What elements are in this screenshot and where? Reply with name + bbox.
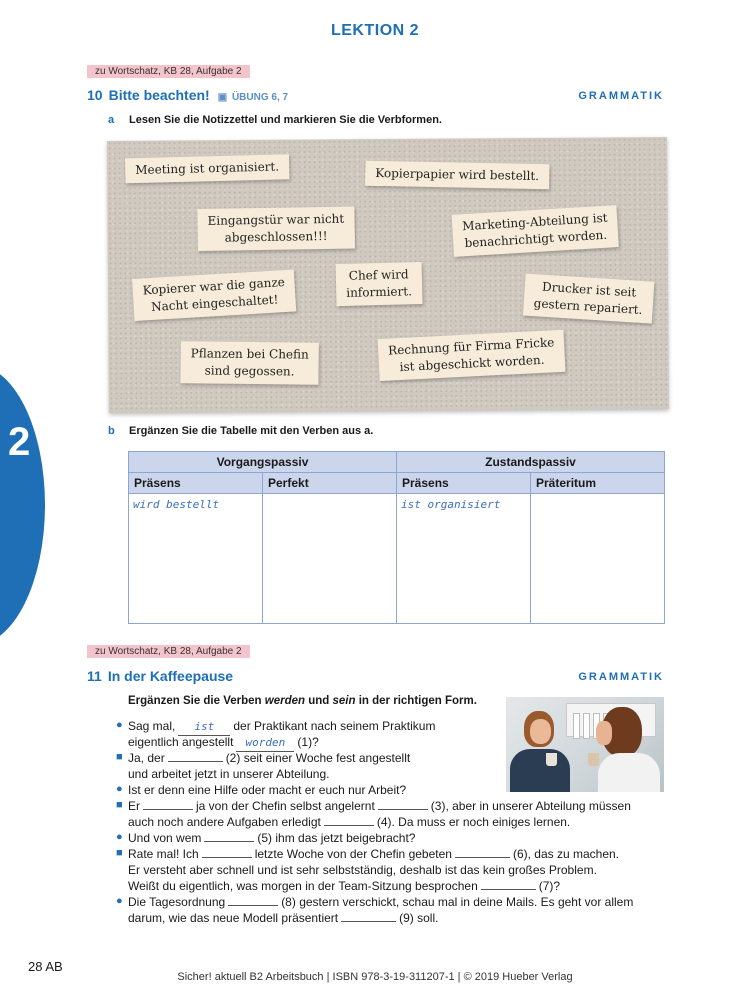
note: Rechnung für Firma Fricke ist abgeschickt worden. xyxy=(378,330,566,381)
text: Und von wem xyxy=(128,831,202,845)
person-right-face xyxy=(596,721,612,745)
category-label: GRAMMATIK xyxy=(578,90,664,102)
text: (4). Da muss er noch einiges lernen. xyxy=(376,815,571,829)
table-cell[interactable] xyxy=(263,494,397,624)
cork-board xyxy=(107,137,669,413)
text: Rate mal! Ich xyxy=(128,847,199,861)
text: Weißt du eigentlich, was morgen in der Team-Sitzung besprochen xyxy=(128,879,478,893)
task-letter: b xyxy=(108,425,115,437)
square-bullet-icon: ■ xyxy=(116,751,123,763)
person-right-body xyxy=(598,753,660,792)
dialogue-line xyxy=(128,798,631,814)
handwritten-entry: ist organisiert xyxy=(401,498,501,511)
footer: Sicher! aktuell B2 Arbeitsbuch | ISBN 978-3-19-311207-1 | © 2019 Hueber Verlag xyxy=(177,971,573,983)
text: auch noch andere Aufgaben erledigt xyxy=(128,815,321,829)
dialogue-line: Er versteht aber schnell und ist sehr selbstständig, deshalb ist das kein großes Problem. xyxy=(128,863,597,877)
text: Die Tagesordnung xyxy=(128,895,226,909)
text: Er xyxy=(128,799,140,813)
table-cell[interactable] xyxy=(397,494,531,624)
chapter-tab xyxy=(0,365,45,645)
chapter-number: 2 xyxy=(8,420,31,464)
circle-bullet-icon: ● xyxy=(116,783,123,795)
person-left-body xyxy=(510,749,570,792)
gap[interactable] xyxy=(204,830,254,842)
exercise-10-reference: zu Wortschatz, KB 28, Aufgabe 2 xyxy=(87,65,250,78)
uebung-label: ÜBUNG 6, 7 xyxy=(231,92,289,103)
text: letzte Woche von der Chefin gebeten xyxy=(254,847,452,861)
note: Kopierer war die ganze Nacht eingeschaltet! xyxy=(132,269,296,321)
gap[interactable] xyxy=(168,750,223,762)
text: (5) ihm das jetzt beigebracht? xyxy=(257,831,416,845)
handwritten-answer: ist xyxy=(194,720,215,733)
text: der Praktikant nach seinem Praktikum xyxy=(233,719,436,733)
text: (8) gestern verschickt, schau mal in deine Mails. Es geht vor allem xyxy=(281,895,634,909)
lesson-title: LEKTION 2 xyxy=(330,22,420,39)
text: (2) seit einer Woche fest angestellt xyxy=(225,751,411,765)
text: (3), aber in unserer Abteilung müssen xyxy=(430,799,631,813)
dialogue-line: und arbeitet jetzt in unserer Abteilung. xyxy=(128,767,330,781)
column-header: Präsens xyxy=(397,473,531,494)
text: ja von der Chefin selbst angelernt xyxy=(196,799,375,813)
workbook-icon: ▣ xyxy=(217,92,228,103)
instruction-text: und xyxy=(305,695,333,707)
dialogue-line xyxy=(128,750,410,766)
instruction xyxy=(128,695,477,707)
dialogue-line xyxy=(128,846,619,862)
note: Pflanzen bei Chefin sind gegossen. xyxy=(180,341,319,384)
text: darum, wie das neue Modell präsentiert xyxy=(128,911,339,925)
dialogue-line xyxy=(128,814,570,830)
gap[interactable] xyxy=(202,846,252,858)
text: (7)? xyxy=(538,879,561,893)
instruction-verb: sein xyxy=(332,695,356,707)
task-b xyxy=(108,425,373,437)
dialogue-line xyxy=(128,878,560,894)
text: (9) soll. xyxy=(399,911,439,925)
circle-bullet-icon: ● xyxy=(116,895,123,907)
dialogue-line: Ist er denn eine Hilfe oder macht er euch nur Arbeit? xyxy=(128,783,407,797)
exercise-number: 11 xyxy=(87,668,102,684)
group-header: Vorgangspassiv xyxy=(129,452,397,473)
task-text: Ergänzen Sie die Tabelle mit den Verben aus a. xyxy=(129,425,374,437)
note: Chef wird informiert. xyxy=(336,262,423,306)
task-text: Lesen Sie die Notizzettel und markieren Sie die Verbformen. xyxy=(129,114,442,126)
instruction-text: Ergänzen Sie die Verben xyxy=(128,695,265,707)
gap[interactable] xyxy=(378,798,428,810)
dialogue-line xyxy=(128,894,633,910)
coffee-cup xyxy=(588,753,599,766)
handwritten-entry: wird bestellt xyxy=(133,498,220,511)
exercise-11-reference: zu Wortschatz, KB 28, Aufgabe 2 xyxy=(87,645,250,658)
circle-bullet-icon: ● xyxy=(116,719,123,731)
coffee-break-photo xyxy=(506,697,664,792)
handwritten-answer: worden xyxy=(245,736,286,749)
person-left-face xyxy=(530,719,551,744)
coffee-cup xyxy=(546,753,557,766)
gap[interactable] xyxy=(341,910,396,922)
dialogue-line xyxy=(128,830,415,846)
instruction-text: in der richtigen Form. xyxy=(355,695,477,707)
note: Marketing-Abteilung ist benachrichtigt worden. xyxy=(452,205,620,257)
text: (1)? xyxy=(297,735,319,749)
note: Meeting ist organisiert. xyxy=(125,154,289,183)
text: (6), das zu machen. xyxy=(512,847,620,861)
gap[interactable] xyxy=(455,846,510,858)
exercise-11-title xyxy=(87,668,233,684)
group-header: Zustandspassiv xyxy=(397,452,665,473)
task-a xyxy=(108,114,442,126)
table-cell[interactable] xyxy=(129,494,263,624)
text: eigentlich angestellt xyxy=(128,735,234,749)
instruction-verb: werden xyxy=(264,695,306,707)
square-bullet-icon: ■ xyxy=(116,847,123,859)
exercise-number: 10 xyxy=(87,87,103,103)
uebung-link[interactable] xyxy=(218,92,288,103)
category-label: GRAMMATIK xyxy=(578,671,664,683)
column-header: Präteritum xyxy=(531,473,665,494)
exercise-heading: In der Kaffeepause xyxy=(107,668,234,684)
exercise-10-title xyxy=(87,87,288,103)
note: Kopierpapier wird bestellt. xyxy=(365,161,549,190)
column-header: Perfekt xyxy=(263,473,397,494)
page-number: 28 AB xyxy=(28,959,63,974)
note: Drucker ist seit gestern repariert. xyxy=(523,274,654,324)
circle-bullet-icon: ● xyxy=(116,831,123,843)
text: Sag mal, xyxy=(128,719,176,733)
gap[interactable] xyxy=(228,894,278,906)
gap[interactable] xyxy=(324,814,374,826)
gap[interactable] xyxy=(143,798,193,810)
text: Ja, der xyxy=(128,751,165,765)
exercise-heading: Bitte beachten! xyxy=(108,87,210,103)
square-bullet-icon: ■ xyxy=(116,799,123,811)
column-header: Präsens xyxy=(129,473,263,494)
table-cell[interactable] xyxy=(531,494,665,624)
verb-table xyxy=(128,451,665,624)
dialogue-line xyxy=(128,910,438,926)
note: Eingangstür war nicht abgeschlossen!!! xyxy=(197,207,354,251)
gap[interactable] xyxy=(481,878,536,890)
task-letter: a xyxy=(108,114,115,126)
